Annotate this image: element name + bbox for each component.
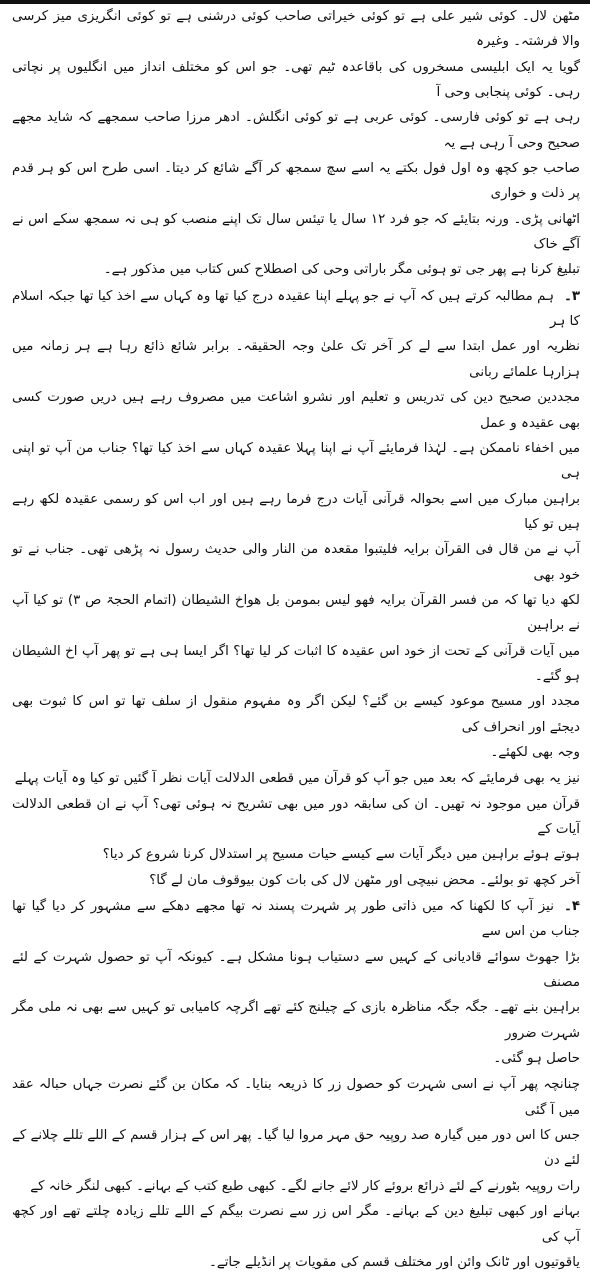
text-line: [12, 334, 580, 385]
text-line: [12, 257, 580, 282]
text-line: [12, 385, 580, 436]
text-line: [12, 55, 580, 106]
line-text: لکھ دیا تھا کہ من فسر القرآن برایہ فھو لیس بمومن بل ھواخ الشیطان (اتمام الحجۃ ص ۳) تو کیا آپ نے براہین: [12, 592, 581, 634]
line-text: یاقوتیوں اور ٹانک وائن اور مختلف قسم کی مقویات پر انڈیلے جاتے۔: [209, 1254, 580, 1270]
text-line: [12, 1123, 580, 1174]
text-line: [12, 588, 580, 639]
text-line: [12, 766, 580, 791]
paragraph: [12, 766, 580, 893]
text-line: [12, 487, 580, 538]
text-line: [12, 740, 580, 765]
paragraph-number: ۴۔: [563, 899, 580, 915]
text-line: [12, 105, 580, 156]
line-text: حاصل ہو گئی۔: [493, 1051, 580, 1067]
line-text: آخر کچھ تو بولئے۔ محض نبیچی اور مٹھن لال کی بات کون بیوقوف مان لے گا؟: [149, 872, 580, 888]
text-line: [12, 945, 580, 996]
line-text: نیز آپ کا لکھنا کہ میں ذاتی طور پر شہرت پسند نہ تھا مجھے دھکے سے مشہور کر دیا گیا تھا جناب من اس سے: [12, 899, 580, 940]
text-line: [12, 284, 580, 335]
line-text: مجددین صحیح دین کی تدریس و تعلیم اور نشرو اشاعت میں مصروف رہے ہیں دریں صورت کسی بھی عقیدہ و عمل: [12, 390, 580, 431]
line-text: میں آیات قرآنی کے تحت از خود اس عقیدہ کا اثبات کر لیا تھا؟ اگر ایسا ہی ہے تو پھر آپ اخ الشیطان ہو گئے۔: [12, 643, 580, 684]
line-text: ہوتے ہوئے براہین میں دیگر آیات سے کیسے حیات مسیح پر استدلال کرنا شروع کر دیا؟: [102, 847, 580, 863]
line-text: ہم مطالبہ کرتے ہیں کہ آپ نے جو پہلے اپنا عقیدہ درج کیا تھا وہ کہاں سے اخذ کیا تھا جبکہ اسلام کا ہر: [12, 288, 580, 330]
text-line: [12, 537, 580, 588]
paragraph: [12, 894, 580, 1071]
line-text: براہین بنے تھے۔ جگہ جگہ مناظرہ بازی کے چیلنج کئے تھے اگرچہ کامیابی تو کہیں سے بھی نہ ملی مگر شہرت ضرور: [12, 1000, 580, 1041]
line-text: اٹھانی پڑی۔ ورنہ بتایئے کہ جو فرد ۱۲ سال یا تیئس سال تک اپنے منصب کو ہی نہ سمجھ سکے اس نے آگے خاک: [12, 211, 580, 253]
line-text: قرآن میں موجود نہ تھیں۔ ان کی سابقہ دور میں بھی تشریح نہ ہوئی تھی؟ آپ نے ان قطعی الدلالت آیات کے: [12, 796, 580, 837]
line-text: رات روپیہ بٹورنے کے لئے ذرائع بروئے کار لائے جانے لگے۔ کبھی طبع کتب کے بہانے۔ کبھی لنگر خانہ کے: [30, 1178, 580, 1194]
paragraph: [12, 1072, 580, 1275]
line-text: بہانے اور کبھی تبلیغ دین کے بہانے۔ مگر اس زر سے نصرت بیگم کے اللے تللے زیادہ چلتے تھے اور کچھ آپ کی: [12, 1204, 580, 1245]
line-text: براہین مبارک میں اسے بحوالہ قرآنی آیات درج فرما رہے ہیں اور اب اس کو رسمی عقیدہ لکھ رہے ہیں تو کیا: [12, 491, 580, 532]
text-line: [12, 1072, 580, 1123]
line-text: مجدد اور مسیح موعود کیسے بن گئے؟ لیکن اگر وہ مفہوم منقول از سلف تھا تو اس کا ثبوت بھی دیجئے اور انحراف کی: [12, 694, 580, 735]
line-text: گویا یہ ایک ابلیسی مسخروں کی باقاعدہ ٹیم تھی۔ جو اس کو مختلف انداز میں انگلیوں پر نچاتی رہی۔ کوئی پنجابی وحی آ: [12, 59, 580, 101]
text-line: [12, 792, 580, 843]
text-line: [12, 207, 580, 258]
text-line: [12, 868, 580, 893]
line-text: آپ نے من قال فی القرآن برایہ فلیتبوا مقعدہ من النار والی حدیث رسول نہ پڑھی تھی۔ جناب نے تو خود بھی: [12, 542, 580, 583]
line-text: وجہ بھی لکھئے۔: [490, 744, 580, 760]
text-line: [12, 995, 580, 1046]
text-line: [12, 1199, 580, 1250]
paragraph: [12, 284, 580, 766]
line-text: نظریہ اور عمل ابتدا سے لے کر آخر تک علیٰ وجہ الحقیقہ۔ برابر شائع ذائع رہا ہے ہر زمانہ میں ہزارہا علمائے ربانی: [12, 339, 580, 380]
line-text: صاحب جو کچھ وہ اول فول بکتے یہ اسے سچ سمجھ کر آگے شائع کر دیتا۔ اسی طرح اس کو ہر قدم پر ذلت و خواری: [12, 161, 580, 202]
text-line: [12, 842, 580, 867]
paragraph: [12, 4, 580, 283]
document-text: [12, 4, 580, 1275]
paragraph-number: ۳۔: [563, 288, 580, 304]
text-line: [12, 639, 580, 690]
text-line: [12, 4, 580, 55]
line-text: مٹھن لال۔ کوئی شیر علی ہے تو کوئی خیراتی صاحب کوئی درشنی ہے تو کوئی انگریزی میز کرسی والا فرشتہ۔ وغیرہ: [12, 9, 580, 50]
text-line: [12, 156, 580, 207]
line-text: جس کا اس دور میں گیارہ صد روپیہ حق مہر مروا لیا گیا۔ پھر اس کے ہزار قسم کے اللے تللے چلانے کے لئے دن: [12, 1128, 580, 1169]
text-line: [12, 1174, 580, 1199]
line-text: تبلیغ کرنا ہے پھر جی تو ہوئی مگر باراتی وحی کی اصطلاح کس کتاب میں مذکور ہے۔: [103, 262, 580, 278]
text-line: [12, 436, 580, 487]
text-line: [12, 1046, 580, 1071]
text-line: [12, 1250, 580, 1275]
text-line: [12, 894, 580, 945]
line-text: میں اخفاء ناممکن ہے۔ لہٰذا فرمایئے آپ نے اپنا پہلا عقیدہ کہاں سے اخذ کیا تھا؟ جناب من آپ تو اپنی ہی: [12, 440, 580, 482]
text-line: [12, 689, 580, 740]
line-text: بڑا جھوٹ سوائے قادیانی کے کہیں سے دستیاب ہونا مشکل ہے۔ کیونکہ آپ تو حصول شہرت کے لئے مصنف: [12, 949, 580, 991]
line-text: رہی ہے تو کوئی فارسی۔ کوئی عربی ہے تو کوئی انگلش۔ ادھر مرزا صاحب سمجھے کہ شاید مجھے صحیح وحی آ رہی ہے یہ: [12, 110, 580, 151]
line-text: نیز یہ بھی فرمایئے کہ بعد میں جو آپ کو قرآن میں قطعی الدلالت آیات نظر آ گئیں تو کیا وہ آیات پہلے: [14, 771, 580, 787]
line-text: چنانچہ پھر آپ نے اسی شہرت کو حصول زر کا ذریعہ بنایا۔ کہ مکان بن گئے نصرت جہاں حبالہ عقد میں آ گئی: [12, 1077, 580, 1118]
